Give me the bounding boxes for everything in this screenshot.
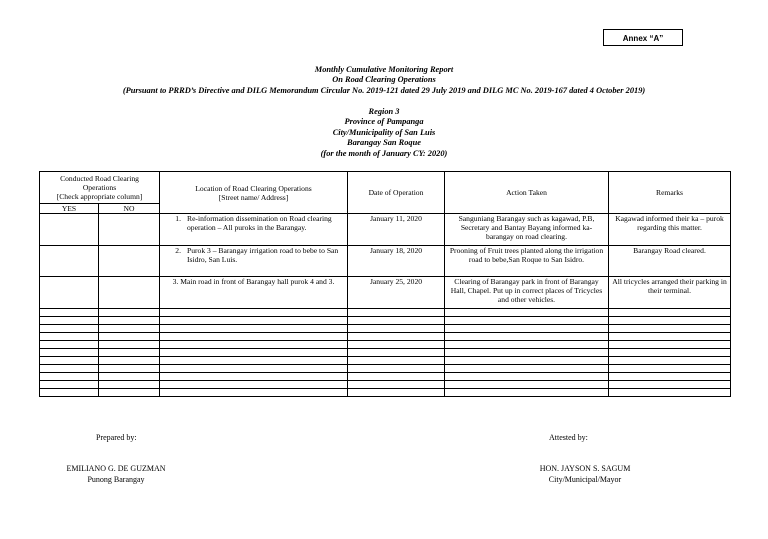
date-cell: January 25, 2020	[348, 277, 445, 309]
conducted-header: Conducted Road Clearing Operations [Check appropriate column]	[40, 172, 160, 204]
location-cell: 2. Purok 3 – Barangay irrigation road to bebe to San Isidro, San Luis.	[160, 246, 348, 277]
remarks-header: Remarks	[609, 172, 731, 214]
action-cell: Prooning of Fruit trees planted along the irrigation road to bebe,San Roque to San Isidro.	[445, 246, 609, 277]
attested-by-label: Attested by:	[549, 433, 588, 442]
empty-row	[40, 325, 731, 333]
no-header: NO	[99, 204, 160, 214]
yes-header: YES	[40, 204, 99, 214]
attested-by-title: City/Municipal/Mayor	[548, 474, 622, 484]
empty-row	[40, 341, 731, 349]
prepared-by-title: Punong Barangay	[87, 474, 145, 484]
header-row	[40, 172, 731, 204]
empty-row	[40, 349, 731, 357]
remarks-cell: Barangay Road cleared.	[609, 246, 731, 277]
no-cell	[99, 214, 160, 246]
yes-cell	[40, 277, 99, 309]
city-line: City/Municipality of San Luis	[332, 127, 436, 137]
yes-cell	[40, 214, 99, 246]
location-cell: 3. Main road in front of Barangay hall purok 4 and 3.	[160, 277, 348, 309]
action-header: Action Taken	[445, 172, 609, 214]
barangay-line: Barangay San Roque	[347, 138, 421, 148]
remarks-cell: All tricycles arranged their parking in their terminal.	[609, 277, 731, 309]
empty-row	[40, 317, 731, 325]
table-row	[40, 246, 731, 277]
no-cell	[99, 246, 160, 277]
empty-row	[40, 365, 731, 373]
date-cell: January 18, 2020	[348, 246, 445, 277]
title-line-3: (Pursuant to PRRD’s Directive and DILG Memorandum Circular No. 2019-121 dated 29 July 2019 and DILG MC No. 2019-167 dated 4 October 2019)	[122, 85, 646, 95]
yes-cell	[40, 246, 99, 277]
action-cell: Clearing of Barangay park in front of Barangay Hall, Chapel. Put up in correct places of Tricycles and other vehicles.	[445, 277, 609, 309]
attested-by-block	[525, 464, 645, 485]
prepared-by-label: Prepared by:	[96, 433, 137, 442]
empty-row	[40, 333, 731, 341]
empty-row	[40, 357, 731, 365]
prepared-by-block	[56, 464, 176, 485]
monitoring-table	[39, 171, 731, 397]
empty-row	[40, 389, 731, 397]
empty-row	[40, 309, 731, 317]
table-row	[40, 214, 731, 246]
action-cell: Sanguniang Barangay such as kagawad, P.B, Secretary and Bantay Bayang informed ka-barangay on road clearing.	[445, 214, 609, 246]
annex-label: Annex “A”	[603, 29, 683, 46]
remarks-cell: Kagawad informed their ka – purok regarding this matter.	[609, 214, 731, 246]
region-line: Region 3	[368, 107, 400, 116]
no-cell	[99, 277, 160, 309]
date-cell: January 11, 2020	[348, 214, 445, 246]
empty-row	[40, 373, 731, 381]
month-line: (for the month of January CY: 2020)	[320, 148, 448, 158]
location-block	[0, 107, 768, 159]
empty-row	[40, 381, 731, 389]
prepared-by-name: EMILIANO G. DE GUZMAN	[66, 464, 166, 473]
title-line-1: Monthly Cumulative Monitoring Report	[314, 65, 454, 74]
location-cell: 1. Re-information dissemination on Road clearing operation – All puroks in the Barangay.	[160, 214, 348, 246]
location-header: Location of Road Clearing Operations [Street name/ Address]	[160, 172, 348, 214]
attested-by-name: HON. JAYSON S. SAGUM	[539, 464, 631, 473]
date-header: Date of Operation	[348, 172, 445, 214]
report-title	[0, 65, 768, 96]
table-row	[40, 277, 731, 309]
title-line-2: On Road Clearing Operations	[332, 75, 436, 85]
province-line: Province of Pampanga	[344, 117, 424, 127]
